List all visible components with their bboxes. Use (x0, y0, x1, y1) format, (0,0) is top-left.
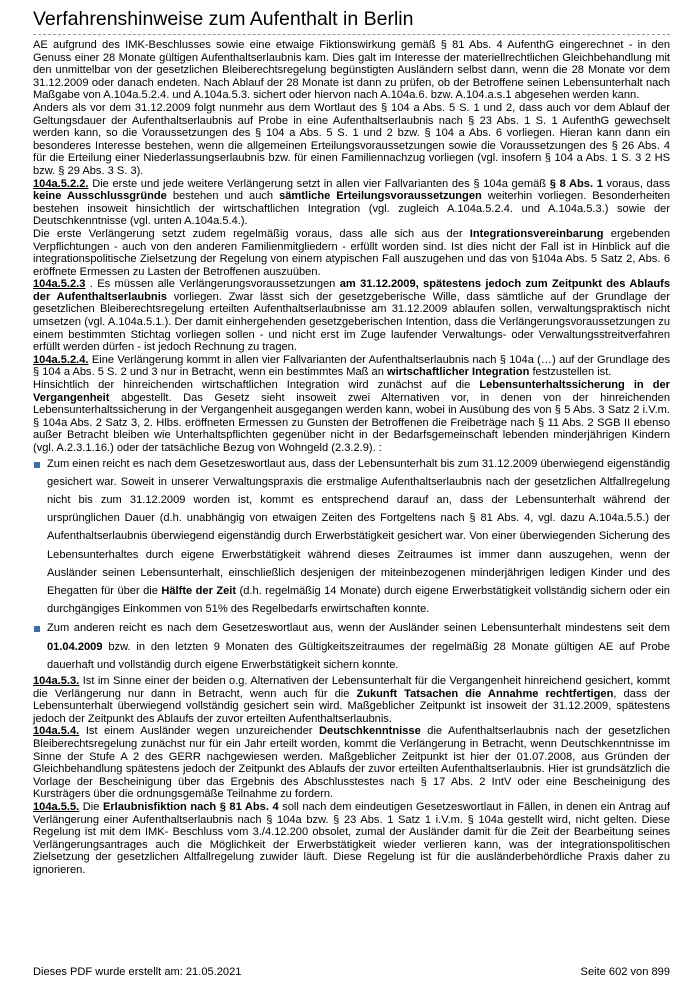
section-104a-5-2-2: 104a.5.2.2. Die erste und jede weitere Verlängerung setzt in allen vier Fallvarianten des § 104a gemäß § 8 Abs. 1 voraus, dass keine Ausschlussgründe bestehen und auch sämtliche Erteilungsvoraussetzungen weiterhin vorliegen. Besonderheiten bestehen insoweit hinsichtlich der wirtschaftlichen Integration (vgl. zugleich A.104a.5.2.4. und A.104a.5.3.) sowie der Deutschkenntnisse (vgl. unten A.104a.5.4.). (33, 177, 671, 228)
paragraph-integrationsvereinbarung: Die erste Verlängerung setzt zudem regelmäßig voraus, dass alle sich aus der Integrationsvereinbarung ergebenden Verpflichtungen - auch von den anderen Familienmitgliedern - erfüllt worden sind. Ist dies nicht der Fall ist in Hinblick auf die integrationspolitische Zielsetzung der Regelung von einem atypischen Fall auszugehen und das von §104a Abs. 5 Satz 2, Abs. 6 eröffnete Ermessen zu Lasten der Betroffenen auszuüben. (33, 227, 670, 278)
paragraph-lebensunterhalt: Hinsichtlich der hinreichenden wirtschaftlichen Integration wird zunächst auf die Lebensunterhaltssicherung in der Vergangenheit abgestellt. Das Gesetz sieht insoweit zwei Alternativen vor, in denen von der hinreichenden Lebensunterhaltssicherung in der Vergangenheit ausgegangen werden kann, wobei in Ausübung des von § 5 Abs. 3 Satz 2 i.V.m. § 104a Abs. 2 Satz 3, 2. Hlbs. eröffneten Ermessen zu Gunsten der Betroffenen die Freibeträge nach § 11 Abs. 2 SGB II ebenso außer Betracht bleiben wie Unterhaltspflichten gegenüber nicht in der Bedarfsgemeinschaft lebenden minderjährigen Kindern (vgl. A.2.3.1.16.) oder der tatsächliche Bezug von Wohngeld (2.3.2.9). : (33, 379, 670, 454)
square-bullet-icon (34, 462, 40, 468)
list-item: Zum einen reicht es nach dem Gesetzeswortlaut aus, dass der Lebensunterhalt bis zum 31.12.2009 überwiegend eigenständig gesichert war. Soweit in unserer Verwaltungspraxis die erstmalige Aufenthaltserlaubnis nach der gesetzlichen Altfallregelung nicht bis zum 31.12.2009 worden ist, kommt es entsprechend darauf an, dass der Lebensunterhalt während der ursprünglichen Dauer (d.h. unabhängig von etwaigen Zeiten des Fortgeltens nach § 81 Abs. 4, vgl. dazu A.104a.5.5.) der Aufenthaltserlaubnis überwiegend eigenständig durch Erwerbstätigkeit gesichert war. Von einer überwiegenden Sicherung des Lebensunterhaltes durch eigene Erwerbstätigkeit während dieses Zeitraumes ist immer dann auszugehen, wenn der Ausländer seinen Lebensunterhalt, einschließlich desjenigen der miteinbezogenen minderjährigen ledigen Kinder und des Ehegatten für über die Hälfte der Zeit (d.h. regelmäßig 14 Monate) durch eigene Erwerbstätigkeit vollständig sichern oder ein durchgängiges Einkommen von 51% des Regelbedarfs erwirtschaften konnte. (33, 455, 670, 619)
section-104a-5-2-4: 104a.5.2.4. Eine Verlängerung kommt in allen vier Fallvarianten der Aufenthaltserlaubnis nach § 104a (…) auf der Grundlage des § 104 a Abs. 5 S. 2 und 3 nur in Betracht, wenn ein bestimmtes Maß an wirtschaftlicher Integration festzustellen ist. (33, 353, 670, 379)
page-footer (33, 966, 670, 978)
section-104a-5-4: 104a.5.4. Ist einem Ausländer wegen unzureichender Deutschkenntnisse die Aufenthaltserlaubnis nach der gesetzlichen Bleiberechtsregelung zunächst nur für ein Jahr erteilt worden, kommt die Verlängerung in Betracht, wenn Deutschkenntnisse im Sinne der Stufe A 2 des GERR nachgewiesen werden. Maßgeblicher Zeitpunkt ist hier der 01.07.2008, aus Gründen der Gleichbehandlung spätestens jedoch der Zeitpunkt des Ablaufs der zuvor erteilten Aufenthaltserlaubnis. Hier ist grundsätzlich die Vorlage der Bescheinigung über das Ergebnis des Abschlusstestes nach § 17 Abs. 2 IntV oder eine Bescheinigung des Kursträgers über die ordnungsgemäße Teilnahme zu fordern. (33, 725, 670, 801)
paragraph-wechsel: Anders als vor dem 31.12.2009 folgt nunmehr aus dem Wortlaut des § 104 a Abs. 5 S. 1 und 2, dass auch vor dem Ablauf der Geltungsdauer der Aufenthaltserlaubnis auf Probe in eine Aufenthaltserlaubnis nach § 23 Abs. 1 S. 1 AufenthG gewechselt werden kann, so die Voraussetzungen des § 104 a Abs. 5 S. 1 und 2 bzw. § 104 a Abs. 6 vorliegen. Hieran kann dann ein besonderes Interesse bestehen, wenn die allgemeinen Erteilungsvoraussetzungen sowie die Voraussetzungen des § 26 Abs. 4 für die Erteilung einer Niederlassungserlaubnis bzw. für einen Familiennachzug vorliegen (vgl. insofern § 104 a Abs. 1 S. 3 2 HS bzw. § 29 Abs. 3 S. 3). (33, 101, 670, 177)
paragraph-continuation: AE aufgrund des IMK-Beschlusses sowie eine etwaige Fiktionswirkung gemäß § 81 Abs. 4 AufenthG eingerechnet - in den Genuss einer 28 Monate gültigen Aufenthaltserlaubnis kam. Dies galt im Interesse der materiellrechtlichen Gleichbehandlung mit den unmittelbar von der gesetzlichen Bleiberechtsregelung begünstigten Ausländern selbst dann, wenn die 28 Monate vor dem 31.12.2009 oder danach endeten. Nach Ablauf der 28 Monate ist dann zu prüfen, ob der Betroffene seinen Lebensunterhalt nach Maßgabe von A.104a.5.2.4. und A.104a.5.3. sichert oder hiervon nach A.104a.6. bzw. A.104.a.s.1 abgesehen werden kann. (33, 39, 670, 102)
list-item: Zum anderen reicht es nach dem Gesetzeswortlaut aus, wenn der Ausländer seinen Lebensunterhalt mindestens seit dem 01.04.2009 bzw. in den letzten 9 Monaten des Gültigkeitszeitraumes der regelmäßig 28 Monate gültigen AE auf Probe dauerhaft und vollständig durch eigene Erwerbstätigkeit sichern konnte. (33, 619, 670, 674)
creation-date: Dieses PDF wurde erstellt am: 21.05.2021 (33, 966, 242, 978)
section-104a-5-5: 104a.5.5. Die Erlaubnisfiktion nach § 81 Abs. 4 soll nach dem eindeutigen Gesetzeswortlaut in Fällen, in denen ein Antrag auf Verlängerung einer Aufenthaltserlaubnis nach § 104a bzw. § 23 Abs. 1 Satz 1 i.V.m. § 104a gestellt wird, nicht gelten. Diese Regelung ist mit dem IMK- Beschluss vom 3./4.12.200 obsolet, zumal der Ausländer damit für die Zeit der Bearbeitung seines Verlängerungsantrages auch die Möglichkeit der Erwerbstätigkeit wieder verlieren kann, was der integrationspolitischen Zielsetzung der gesetzlichen Altfallregelung zuwider läuft. Diese Regelung ist für die ausländerbehördliche Praxis daher zu ignorieren. (33, 800, 671, 876)
page-title: Verfahrenshinweise zum Aufenthalt in Berlin (33, 8, 670, 35)
section-104a-5-2-3: 104a.5.2.3 . Es müssen alle Verlängerungsvoraussetzungen am 31.12.2009, spätestens jedoch zum Zeitpunkt des Ablaufs der Aufenthaltserlaubnis vorliegen. Zwar lässt sich der gesetzgeberische Wille, dass sämtliche auf der Grundlage der gesetzlichen Bleiberechtsregelung erteilten Aufenthaltserlaubnisse am 31.12.2009 ablaufen sollen, verwaltungspraktisch nicht umsetzen (vgl. A.104a.5.1.). Der damit einhergehenden gesetzgeberischen Intention, dass die Verlängerungsvoraussetzungen zu einem bestimmten Stichtag vorliegen sollen - und nicht erst im Zuge laufender Verwaltungs- oder Verwaltungsstreitverfahren erfüllt werden dürfen - ist jedoch Rechnung zu tragen. (33, 278, 670, 354)
page-number: Seite 602 von 899 (580, 966, 670, 978)
section-ref: 104a.5.2.2. (33, 177, 89, 190)
section-ref: 104a.5.2.4. (33, 353, 89, 366)
section-ref: 104a.5.4. (33, 725, 80, 738)
section-ref: 104a.5.5. (33, 800, 80, 813)
document-body (33, 39, 670, 877)
section-ref: 104a.5.2.3 (33, 278, 86, 291)
section-ref: 104a.5.3. (33, 675, 80, 688)
alternatives-list (33, 455, 670, 674)
section-104a-5-3: 104a.5.3. Ist im Sinne einer der beiden o.g. Alternativen der Lebensunterhalt für die Vergangenheit hinreichend gesichert, kommt die Verlängerung nur dann in Betracht, wenn auch für die Zukunft Tatsachen die Annahme rechtfertigen, dass der Lebensunterhalt überwiegend vollständig gesichert sein wird. Maßgeblicher Zeitpunkt ist insoweit der 31.12.2009, spätestens jedoch der Zeitpunkt des Ablaufs der zuvor erteilten Aufenthaltserlaubnis. (33, 675, 671, 725)
square-bullet-icon (34, 626, 40, 632)
